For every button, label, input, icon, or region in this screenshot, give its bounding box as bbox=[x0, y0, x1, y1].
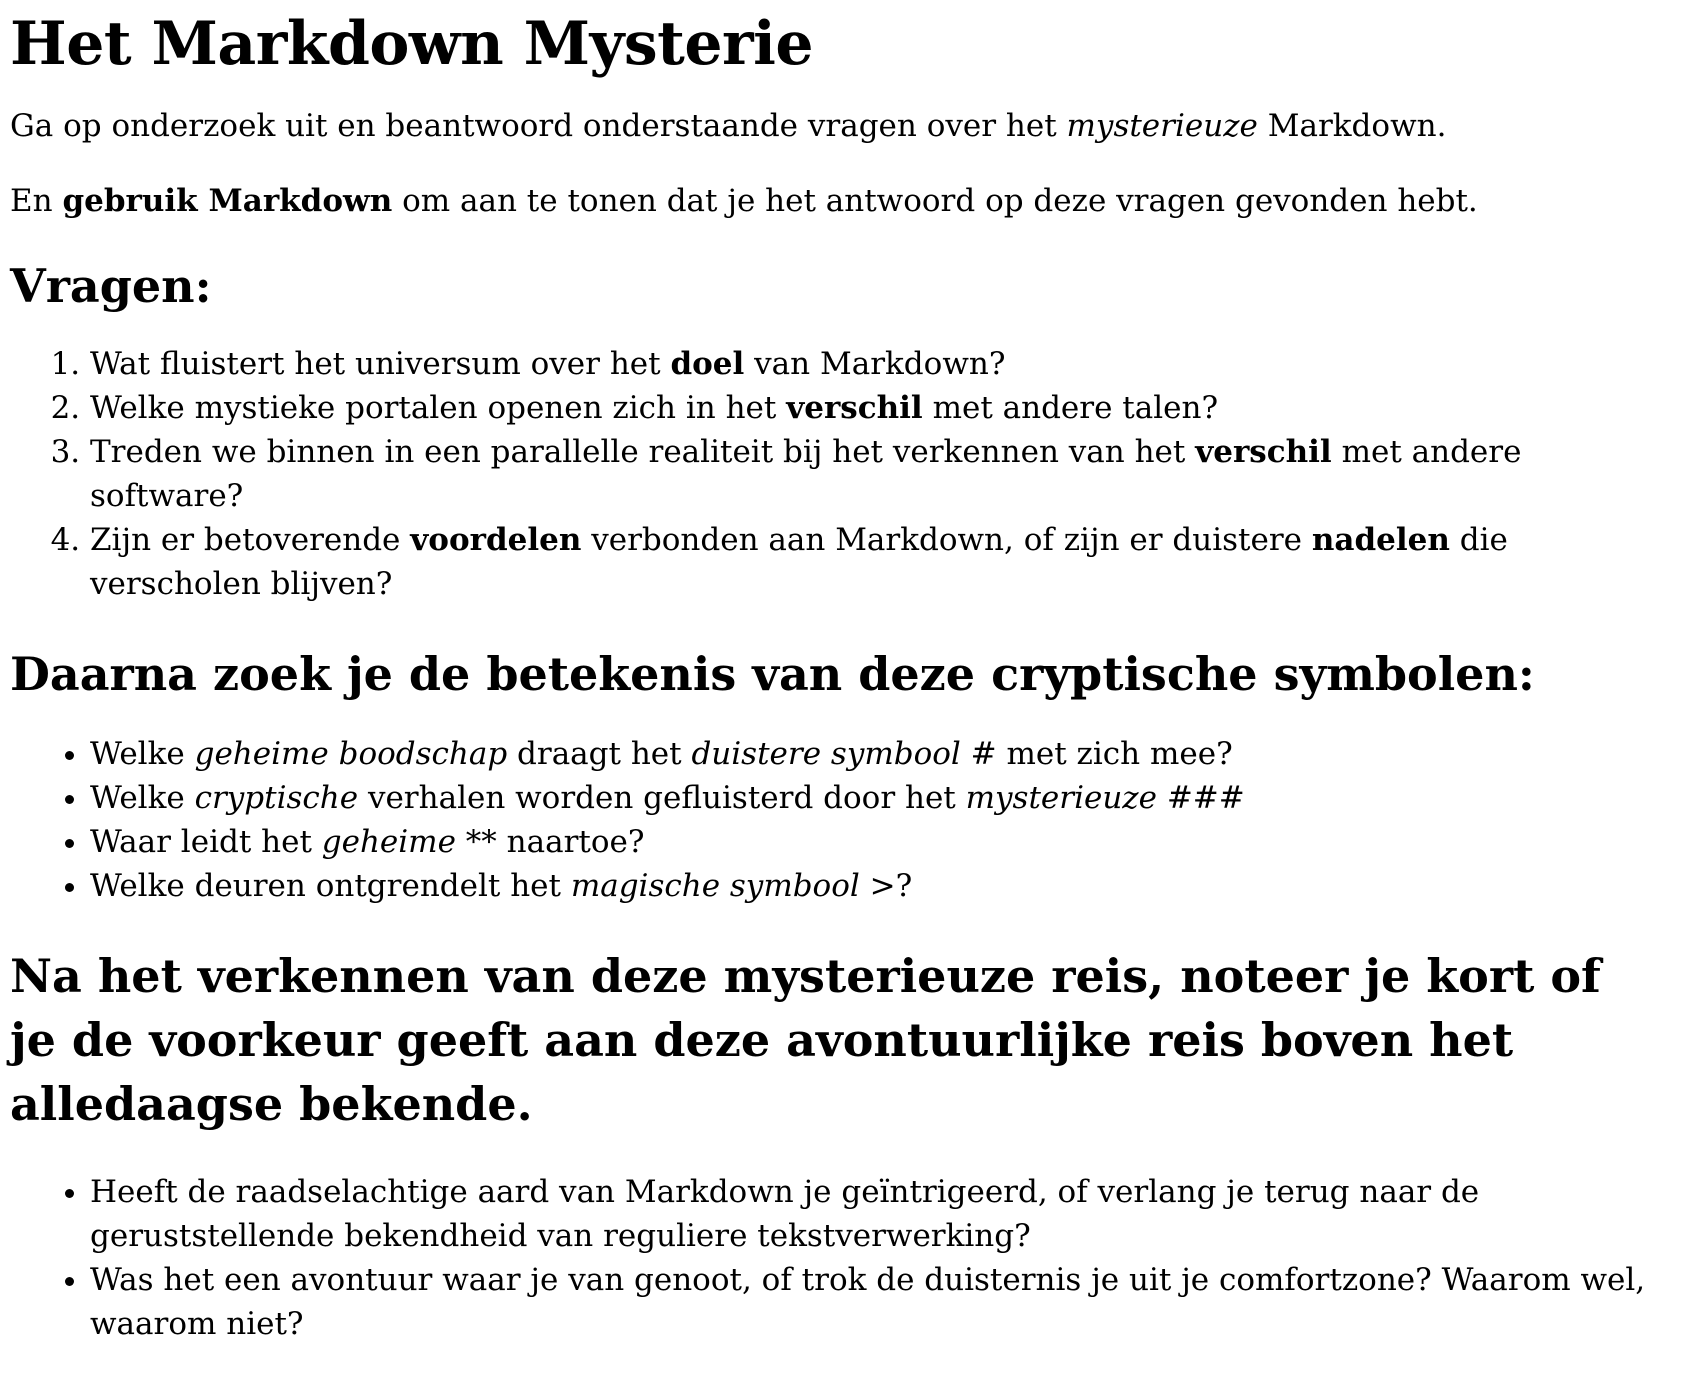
item-text: verbonden aan Markdown, of zijn er duistere bbox=[581, 522, 1312, 558]
item-text: Welke mystieke portalen openen zich in het bbox=[90, 390, 787, 426]
bold-text: doel bbox=[670, 346, 745, 382]
item-text: Welke deuren ontgrendelt het bbox=[90, 868, 571, 904]
item-text: Welke bbox=[90, 780, 195, 816]
emphasis-text: geheime boodschap bbox=[194, 736, 508, 772]
bold-text: verschil bbox=[786, 390, 923, 426]
emphasis-text: mysterieuze bbox=[1066, 108, 1258, 144]
emphasis-text: magische symbool bbox=[570, 868, 860, 904]
vragen-list bbox=[10, 342, 1656, 606]
list-item bbox=[90, 864, 1656, 908]
emphasis-text: cryptische bbox=[194, 780, 359, 816]
page-title: Het Markdown Mysterie bbox=[10, 9, 814, 79]
item-text: met andere software? bbox=[90, 434, 1522, 514]
list-item bbox=[90, 430, 1656, 518]
list-item bbox=[90, 386, 1656, 430]
emphasis-text: geheime bbox=[321, 824, 456, 860]
item-text: ### bbox=[1156, 780, 1245, 816]
list-item bbox=[90, 820, 1656, 864]
item-text: draagt het bbox=[507, 736, 692, 772]
item-text: Treden we binnen in een parallelle realiteit bij het verkennen van het bbox=[90, 434, 1196, 470]
list-item: • Was het een avontuur waar je van genoot, of trok de duisternis je uit je comfortzone? Waarom wel, waarom niet? bbox=[90, 1258, 1656, 1346]
list-item bbox=[90, 518, 1656, 606]
item-text: Waar leidt het bbox=[90, 824, 322, 860]
bold-text: nadelen bbox=[1311, 522, 1450, 558]
item-text: van Markdown? bbox=[744, 346, 1006, 382]
list-item bbox=[90, 732, 1656, 776]
intro-paragraph-2 bbox=[10, 179, 1656, 223]
item-text: die verscholen blijven? bbox=[90, 522, 1508, 602]
bold-text: voordelen bbox=[410, 522, 582, 558]
item-text: >? bbox=[859, 868, 913, 904]
item-text: Wat fluistert het universum over het bbox=[90, 346, 671, 382]
emphasis-text: duistere symbool bbox=[691, 736, 961, 772]
emphasis-text: mysterieuze bbox=[965, 780, 1157, 816]
list-item bbox=[90, 776, 1656, 820]
item-text: ** naartoe? bbox=[455, 824, 645, 860]
bold-text: verschil bbox=[1195, 434, 1332, 470]
intro-text: om aan te tonen dat je het antwoord op deze vragen gevonden hebt. bbox=[392, 183, 1478, 219]
item-text: Welke bbox=[90, 736, 195, 772]
item-text: Zijn er betoverende bbox=[90, 522, 411, 558]
intro-text: Markdown. bbox=[1257, 108, 1447, 144]
list-item bbox=[90, 342, 1656, 386]
intro-text: En bbox=[10, 183, 63, 219]
symbolen-list bbox=[10, 732, 1656, 908]
section-heading-vragen: Vragen: bbox=[10, 259, 212, 313]
item-text: met andere talen? bbox=[922, 390, 1219, 426]
intro-text: Ga op onderzoek uit en beantwoord onderstaande vragen over het bbox=[10, 108, 1067, 144]
section-heading-reis: Na het verkennen van deze mysterieuze reis, noteer je kort of je de voorkeur geeft aan deze avontuurlijke reis boven het alledaagse bekende. bbox=[10, 949, 1601, 1131]
item-text: # met zich mee? bbox=[960, 736, 1233, 772]
item-text: verhalen worden gefluisterd door het bbox=[358, 780, 966, 816]
list-item: • Heeft de raadselachtige aard van Markdown je geïntrigeerd, of verlang je terug naar de geruststellende bekendheid van reguliere tekstverwerking? bbox=[90, 1170, 1656, 1258]
bold-text: gebruik Markdown bbox=[62, 183, 393, 219]
intro-paragraph-1 bbox=[10, 104, 1656, 148]
section-heading-symbolen: Daarna zoek je de betekenis van deze cryptische symbolen: bbox=[10, 647, 1535, 701]
reis-list bbox=[10, 1170, 1656, 1346]
